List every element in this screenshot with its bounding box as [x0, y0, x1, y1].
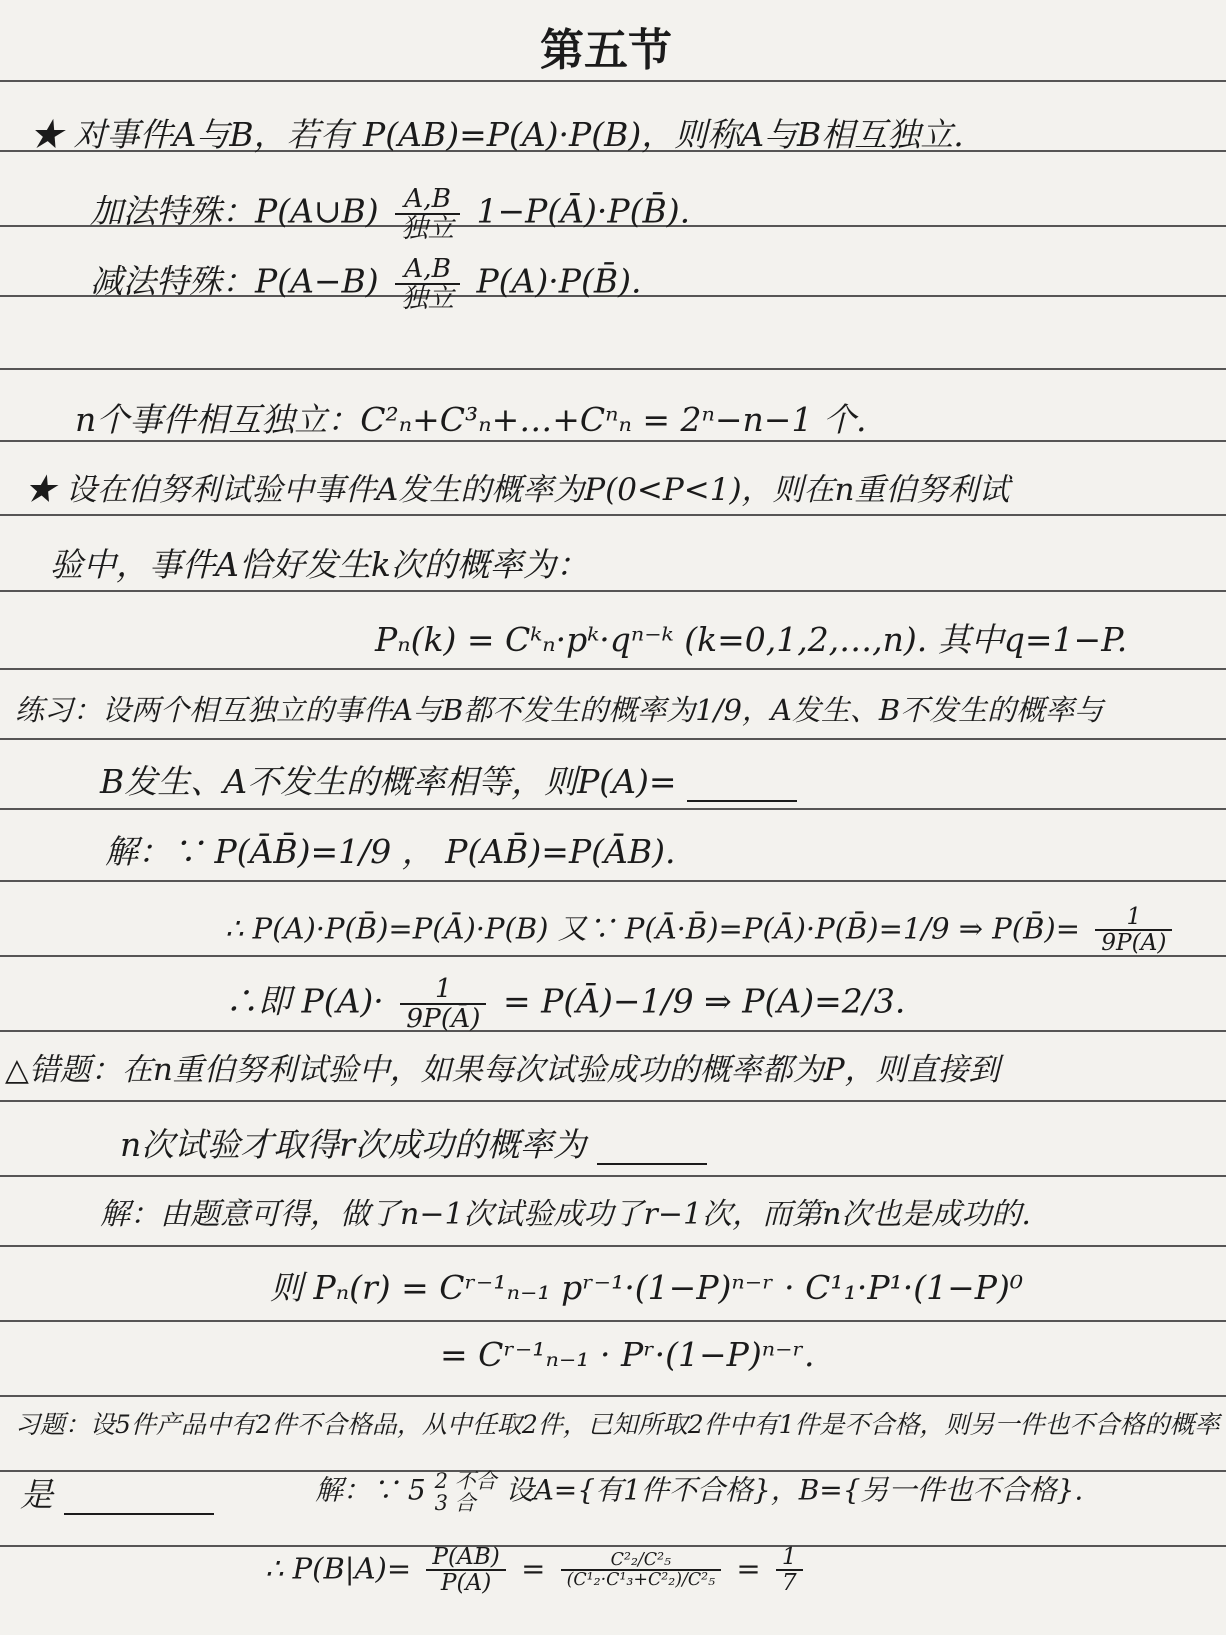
- exercise-problem-line-1: 习题：设5件产品中有2件不合格品，从中任取2件，已知所取2件中有1件是不合格，则另一件也不合格的概率: [15, 1410, 1220, 1439]
- ruled-line: [0, 440, 1226, 442]
- practice-solution-line-1: 解：∵ P(ĀB̄)=1/9 ， P(AB̄)=P(ĀB).: [105, 832, 676, 871]
- ruled-line: [0, 808, 1226, 810]
- fraction-denominator: 独立: [401, 282, 454, 314]
- fraction-numerator: A,B: [395, 255, 460, 285]
- independence-definition: [30, 115, 964, 155]
- fraction-numerator: 1: [776, 1545, 803, 1571]
- subtraction-special-line: [90, 255, 641, 312]
- practice-solution-line-3: [225, 975, 905, 1032]
- practice-problem-line-2: [100, 762, 797, 802]
- practice-question-text: B发生、A不发生的概率相等，则P(A)=: [100, 762, 677, 801]
- solution-step-text: ∴ P(B|A)=: [265, 1551, 412, 1586]
- bernoulli-statement-line-1: ★ 设在伯努利试验中事件A发生的概率为P(0<P<1)，则在n重伯努利试: [25, 472, 1010, 508]
- ruled-line: [0, 1395, 1226, 1397]
- ruled-line: [0, 1320, 1226, 1322]
- product-split-brace: [435, 1470, 497, 1514]
- conditional-probability-fraction: [426, 1545, 505, 1596]
- practice-solution-line-2: [225, 905, 1178, 956]
- ruled-line: [0, 514, 1226, 516]
- solution-step-text: 解：∵ 5: [315, 1473, 426, 1507]
- exercise-solution-line-2: [265, 1545, 809, 1596]
- fraction-numerator: A,B: [395, 185, 460, 215]
- fraction-denominator: 7: [781, 1569, 797, 1597]
- mistake-solution-line-2: 则 Pₙ(r) = Cʳ⁻¹ₙ₋₁ pʳ⁻¹·(1−P)ⁿ⁻ʳ · C¹₁·P¹·(1−P)⁰: [270, 1268, 1024, 1307]
- ruled-line: [0, 590, 1226, 592]
- ruled-line: [0, 1100, 1226, 1102]
- fraction-denominator: (C¹₂·C¹₃+C²₂)/C²₅: [566, 1570, 716, 1591]
- practice-problem-line-1: 练习：设两个相互独立的事件A与B都不发生的概率为1/9，A发生、B不发生的概率与: [15, 693, 1104, 727]
- final-answer-fraction: [776, 1545, 803, 1596]
- ruled-line: [0, 738, 1226, 740]
- ruled-line: [0, 80, 1226, 82]
- mistake-problem-line-1: △错题：在n重伯努利试验中，如果每次试验成功的概率都为P，则直接到: [5, 1052, 1000, 1088]
- fraction-numerator: 1: [400, 975, 486, 1005]
- addition-special-line: [90, 185, 690, 242]
- mistake-question-text: n次试验才取得r次成功的概率为: [120, 1125, 587, 1164]
- ruled-line: [0, 1175, 1226, 1177]
- solution-result: = P(Ā)−1/9 ⇒ P(A)=2/3.: [502, 981, 906, 1021]
- fraction-numerator: P(AB): [426, 1545, 505, 1571]
- n-events-count-line: n个事件相互独立：C²ₙ+C³ₙ+…+Cⁿₙ = 2ⁿ−n−1 个.: [75, 400, 867, 439]
- substitution-fraction: [400, 975, 486, 1032]
- mistake-problem-line-2: [120, 1125, 707, 1165]
- ruled-line: [0, 1245, 1226, 1247]
- ruled-line: [0, 880, 1226, 882]
- solution-step-text: ∴ P(A)·P(B̄)=P(Ā)·P(B) 又∵ P(Ā·B̄)=P(Ā)·P(B̄)=1/9 ⇒ P(B̄)=: [225, 911, 1081, 946]
- fraction-denominator: 9P(Ā): [1101, 929, 1167, 957]
- addition-label: 加法特殊：P(A∪B): [90, 191, 379, 231]
- exercise-question-text: 是: [20, 1475, 53, 1514]
- fraction-denominator: P(A): [440, 1569, 492, 1597]
- subtraction-label: 减法特殊：P(A−B): [90, 261, 379, 301]
- pb-bar-fraction: [1095, 905, 1172, 956]
- independence-condition-fraction: [395, 185, 460, 242]
- fraction-numerator: 1: [1095, 905, 1172, 931]
- subtraction-result: P(A)·P(B̄).: [476, 261, 642, 301]
- bernoulli-statement-line-2: 验中，事件A恰好发生k次的概率为：: [50, 545, 589, 584]
- answer-blank: [597, 1135, 707, 1165]
- brace-item: 2 不合: [434, 1469, 497, 1493]
- solution-step-text: ∴即 P(A)·: [225, 981, 384, 1021]
- event-definitions: 设A={有1件不合格}，B={另一件也不合格}.: [505, 1473, 1084, 1507]
- combination-fraction: [561, 1551, 722, 1590]
- equals-sign: =: [521, 1551, 546, 1586]
- page-title: 第五节: [540, 25, 672, 76]
- answer-blank: [687, 772, 797, 802]
- fraction-denominator: 9P(Ā): [406, 1002, 481, 1034]
- exercise-problem-line-2: [20, 1475, 214, 1515]
- ruled-line: [0, 668, 1226, 670]
- brace-item: 3 合: [434, 1491, 476, 1516]
- ruled-line: [0, 368, 1226, 370]
- mistake-solution-line-1: 解：由题意可得，做了n−1次试验成功了r−1次，而第n次也是成功的.: [100, 1197, 1031, 1232]
- independence-condition-fraction: [395, 255, 460, 312]
- exercise-solution-line-1: [315, 1470, 1083, 1514]
- addition-result: 1−P(Ā)·P(B̄).: [476, 191, 691, 231]
- equals-sign: =: [736, 1551, 761, 1586]
- fraction-denominator: 独立: [401, 212, 454, 244]
- answer-blank: [64, 1485, 214, 1515]
- mistake-solution-line-3: = Cʳ⁻¹ₙ₋₁ · Pʳ·(1−P)ⁿ⁻ʳ.: [440, 1335, 815, 1374]
- definition-text: ★ 对事件A与B，若有 P(AB)=P(A)·P(B)，则称A与B相互独立.: [30, 115, 964, 154]
- bernoulli-formula: Pₙ(k) = Cᵏₙ·pᵏ·qⁿ⁻ᵏ (k=0,1,2,…,n). 其中q=1−P.: [375, 620, 1128, 659]
- fraction-numerator: C²₂/C²₅: [561, 1551, 722, 1571]
